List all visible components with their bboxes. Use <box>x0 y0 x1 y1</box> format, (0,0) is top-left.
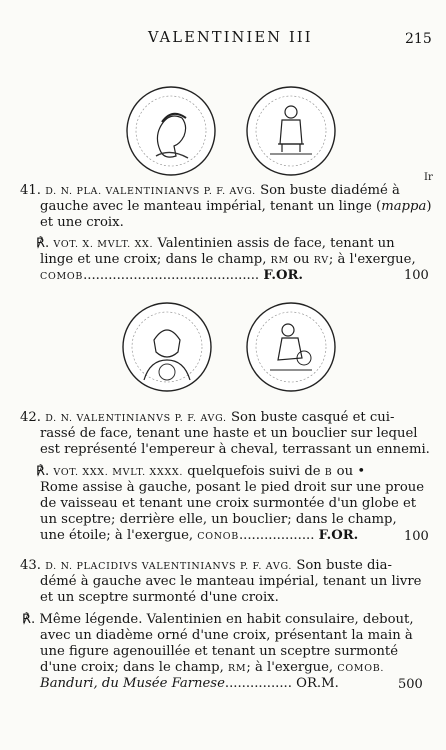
entry-41-reverse-line-2: linge et une croix; dans le champ, RM ou RV; à l'exergue, <box>40 252 416 267</box>
coin-41-reverse <box>244 84 338 178</box>
entry-41-reverse-line-1: ℟. VOT. X. MVLT. XX. Valentinien assis de face, tenant un <box>36 236 395 251</box>
coin-42-obverse <box>120 300 214 394</box>
reverse-sign: ℟. <box>36 464 50 479</box>
entry-43-line-3: et un sceptre surmonté d'une croix. <box>40 590 279 605</box>
entry-42-reverse-line-1: ℟. VOT. XXX. MVLT. XXXX. quelquefois suivi de B ou • <box>36 464 366 479</box>
obverse-legend: D. N. PLA. VALENTINIANVS P. F. AVG. <box>45 186 256 197</box>
entry-42-reverse-line-3: de vaisseau et tenant une croix surmontée d'un globe et <box>40 496 417 511</box>
running-head: VALENTINIEN III <box>148 30 313 46</box>
price-value: 500 <box>398 677 423 692</box>
entry-43-line-1: 43. D. N. PLACIDIVS VALENTINIANVS P. F. AVG. Son buste dia- <box>20 558 392 573</box>
entry-42-reverse-line-2: Rome assise à gauche, posant le pied droit sur une proue <box>40 480 425 495</box>
entry-number: 42. <box>20 410 41 425</box>
reverse-sign: ℟. <box>22 612 36 627</box>
entry-43-reverse-line-4: d'une croix; dans le champ, RM; à l'exergue, COMOB. <box>40 660 385 675</box>
entry-41-reverse-line-3: COMOB.......................................... F.OR. <box>40 268 303 283</box>
reverse-legend: VOT. X. MVLT. XX. <box>53 239 154 250</box>
entry-number: 41. <box>20 183 41 198</box>
entry-number: 43. <box>20 558 41 573</box>
coin-41-obverse <box>124 84 218 178</box>
reverse-sign: ℟. <box>36 236 50 251</box>
coin-42-reverse <box>244 300 338 394</box>
metal-mark: F.OR. <box>318 528 359 543</box>
entry-43-reverse-line-3: une figure agenouillée et tenant un sceptre surmonté <box>40 644 399 659</box>
entry-42-line-3: est représenté l'empereur à cheval, terrassant un ennemi. <box>40 442 430 457</box>
entry-42-reverse-line-4: un sceptre; derrière elle, un bouclier; dans le champ, <box>40 512 397 527</box>
entry-43-reverse-line-5: Banduri, du Musée Farnese................ OR.M. <box>40 676 339 691</box>
entry-41-line-2: gauche avec le manteau impérial, tenant un linge (mappa) <box>40 199 432 214</box>
price-value: 100 <box>404 268 429 283</box>
metal-mark: OR.M. <box>296 676 339 691</box>
margin-mark: Ir <box>424 172 433 183</box>
entry-43-reverse-line-1: ℟. Même légende. Valentinien en habit consulaire, debout, <box>22 612 414 627</box>
page-number: 215 <box>405 31 432 47</box>
reverse-legend: VOT. XXX. MVLT. XXXX. <box>53 467 184 478</box>
entry-42-reverse-line-5: une étoile; à l'exergue, CONOB.................. F.OR. <box>40 528 359 543</box>
entry-42-line-1: 42. D. N. VALENTINIANVS P. F. AVG. Son buste casqué et cui- <box>20 410 395 425</box>
entry-43-reverse-line-2: avec un diadème orné d'une croix, présentant la main à <box>40 628 413 643</box>
entry-42-line-2: rassé de face, tenant une haste et un bouclier sur lequel <box>40 426 418 441</box>
entry-41-line-1: 41. D. N. PLA. VALENTINIANVS P. F. AVG. Son buste diadémé à <box>20 183 400 198</box>
metal-mark: F.OR. <box>263 268 303 283</box>
obverse-legend: D. N. VALENTINIANVS P. F. AVG. <box>45 413 227 424</box>
obverse-legend: D. N. PLACIDIVS VALENTINIANVS P. F. AVG. <box>45 561 293 572</box>
entry-41-line-3: et une croix. <box>40 215 124 230</box>
entry-43-line-2: démé à gauche avec le manteau impérial, tenant un livre <box>40 574 422 589</box>
price-value: 100 <box>404 529 429 544</box>
